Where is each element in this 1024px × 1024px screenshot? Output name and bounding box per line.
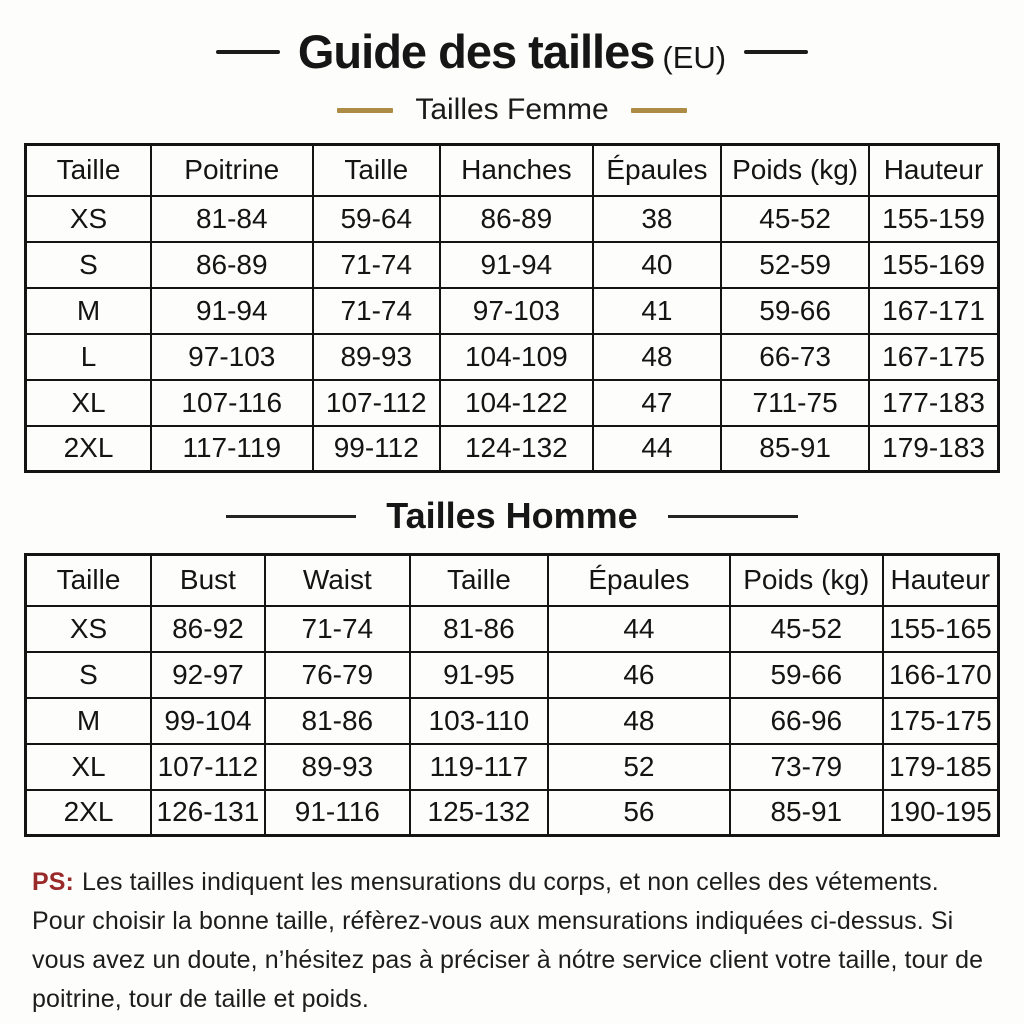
measurement-cell: 52-59	[721, 242, 869, 288]
women-table-header-row	[26, 145, 999, 196]
measurement-cell: 59-64	[313, 196, 440, 242]
ps-sentence-first: Les tailles indiquent les mensurations du corps, et non celles des vétements.	[81, 868, 939, 896]
men-section-header	[24, 495, 1000, 537]
measurement-cell: 76-79	[265, 652, 410, 698]
measurement-cell: 52	[548, 744, 730, 790]
women-table-body	[26, 196, 999, 472]
size-label-cell: M	[26, 698, 152, 744]
size-label-cell: L	[26, 334, 152, 380]
measurement-cell: 81-84	[151, 196, 313, 242]
measurement-cell: 66-73	[721, 334, 869, 380]
measurement-cell: 56	[548, 790, 730, 836]
table-row	[26, 698, 999, 744]
measurement-cell: 175-175	[883, 698, 999, 744]
column-header: Poids (kg)	[721, 145, 869, 196]
measurement-cell: 91-116	[265, 790, 410, 836]
men-table-header-row	[26, 555, 999, 606]
measurement-cell: 155-165	[883, 606, 999, 652]
measurement-cell: 124-132	[440, 426, 593, 472]
size-label-cell: S	[26, 242, 152, 288]
measurement-cell: 104-109	[440, 334, 593, 380]
size-label-cell: XS	[26, 606, 152, 652]
column-header: Bust	[151, 555, 265, 606]
measurement-cell: 99-112	[313, 426, 440, 472]
thin-dash-right-icon	[668, 515, 798, 518]
column-header: Taille	[410, 555, 548, 606]
measurement-cell: 711-75	[721, 380, 869, 426]
table-row	[26, 744, 999, 790]
measurement-cell: 107-112	[313, 380, 440, 426]
page-title-text: Guide des tailles	[297, 25, 655, 78]
size-label-cell: S	[26, 652, 152, 698]
column-header: Épaules	[593, 145, 721, 196]
column-header: Taille	[26, 145, 152, 196]
measurement-cell: 167-171	[869, 288, 998, 334]
measurement-cell: 48	[548, 698, 730, 744]
column-header: Épaules	[548, 555, 730, 606]
ps-note	[32, 863, 992, 1019]
table-row	[26, 242, 999, 288]
measurement-cell: 91-94	[151, 288, 313, 334]
measurement-cell: 190-195	[883, 790, 999, 836]
measurement-cell: 86-92	[151, 606, 265, 652]
table-row	[26, 380, 999, 426]
ps-label: PS:	[32, 868, 74, 896]
column-header: Poitrine	[151, 145, 313, 196]
column-header: Waist	[265, 555, 410, 606]
column-header: Taille	[313, 145, 440, 196]
table-row	[26, 288, 999, 334]
measurement-cell: 47	[593, 380, 721, 426]
measurement-cell: 66-96	[730, 698, 883, 744]
measurement-cell: 155-169	[869, 242, 998, 288]
measurement-cell: 44	[548, 606, 730, 652]
size-label-cell: 2XL	[26, 426, 152, 472]
men-size-table	[24, 553, 1000, 837]
measurement-cell: 104-122	[440, 380, 593, 426]
measurement-cell: 99-104	[151, 698, 265, 744]
measurement-cell: 45-52	[730, 606, 883, 652]
measurement-cell: 117-119	[151, 426, 313, 472]
title-dash-left-icon	[216, 50, 280, 54]
column-header: Taille	[26, 555, 152, 606]
column-header: Hauteur	[869, 145, 998, 196]
measurement-cell: 179-185	[883, 744, 999, 790]
measurement-cell: 45-52	[721, 196, 869, 242]
measurement-cell: 86-89	[440, 196, 593, 242]
gold-dash-right-icon	[631, 108, 687, 113]
title-dash-right-icon	[744, 50, 808, 54]
men-section-title: Tailles Homme	[386, 495, 638, 536]
measurement-cell: 71-74	[265, 606, 410, 652]
table-row	[26, 606, 999, 652]
measurement-cell: 81-86	[410, 606, 548, 652]
measurement-cell: 59-66	[730, 652, 883, 698]
men-table-body	[26, 606, 999, 836]
measurement-cell: 59-66	[721, 288, 869, 334]
measurement-cell: 91-94	[440, 242, 593, 288]
measurement-cell: 89-93	[313, 334, 440, 380]
gold-dash-left-icon	[337, 108, 393, 113]
measurement-cell: 126-131	[151, 790, 265, 836]
measurement-cell: 48	[593, 334, 721, 380]
size-label-cell: 2XL	[26, 790, 152, 836]
table-row	[26, 652, 999, 698]
measurement-cell: 81-86	[265, 698, 410, 744]
women-section-header	[24, 93, 1000, 127]
table-row	[26, 196, 999, 242]
measurement-cell: 73-79	[730, 744, 883, 790]
measurement-cell: 92-97	[151, 652, 265, 698]
measurement-cell: 119-117	[410, 744, 548, 790]
measurement-cell: 41	[593, 288, 721, 334]
women-section-title: Tailles Femme	[415, 93, 609, 126]
measurement-cell: 85-91	[730, 790, 883, 836]
thin-dash-left-icon	[226, 515, 356, 518]
size-label-cell: M	[26, 288, 152, 334]
ps-sentence-rest: Pour choisir la bonne taille, réfèrez-vous aux mensurations indiquées ci-dessus. Si vous avez un doute, n’hésitez pas à préciser à nótre service client votre taille, tour de poitrine, tour de taille et poids.	[32, 907, 984, 1013]
measurement-cell: 91-95	[410, 652, 548, 698]
size-label-cell: XL	[26, 744, 152, 790]
measurement-cell: 177-183	[869, 380, 998, 426]
measurement-cell: 167-175	[869, 334, 998, 380]
size-label-cell: XS	[26, 196, 152, 242]
measurement-cell: 46	[548, 652, 730, 698]
measurement-cell: 107-112	[151, 744, 265, 790]
measurement-cell: 89-93	[265, 744, 410, 790]
measurement-cell: 166-170	[883, 652, 999, 698]
measurement-cell: 97-103	[440, 288, 593, 334]
measurement-cell: 71-74	[313, 288, 440, 334]
measurement-cell: 40	[593, 242, 721, 288]
measurement-cell: 71-74	[313, 242, 440, 288]
measurement-cell: 179-183	[869, 426, 998, 472]
column-header: Hanches	[440, 145, 593, 196]
measurement-cell: 38	[593, 196, 721, 242]
table-row	[26, 790, 999, 836]
table-row	[26, 334, 999, 380]
column-header: Hauteur	[883, 555, 999, 606]
women-size-table	[24, 143, 1000, 473]
column-header: Poids (kg)	[730, 555, 883, 606]
measurement-cell: 86-89	[151, 242, 313, 288]
measurement-cell: 155-159	[869, 196, 998, 242]
table-row	[26, 426, 999, 472]
page-title	[298, 24, 726, 79]
measurement-cell: 125-132	[410, 790, 548, 836]
measurement-cell: 103-110	[410, 698, 548, 744]
measurement-cell: 85-91	[721, 426, 869, 472]
measurement-cell: 107-116	[151, 380, 313, 426]
page-header	[24, 24, 1000, 79]
page-title-suffix: (EU)	[662, 40, 727, 75]
measurement-cell: 44	[593, 426, 721, 472]
size-label-cell: XL	[26, 380, 152, 426]
measurement-cell: 97-103	[151, 334, 313, 380]
